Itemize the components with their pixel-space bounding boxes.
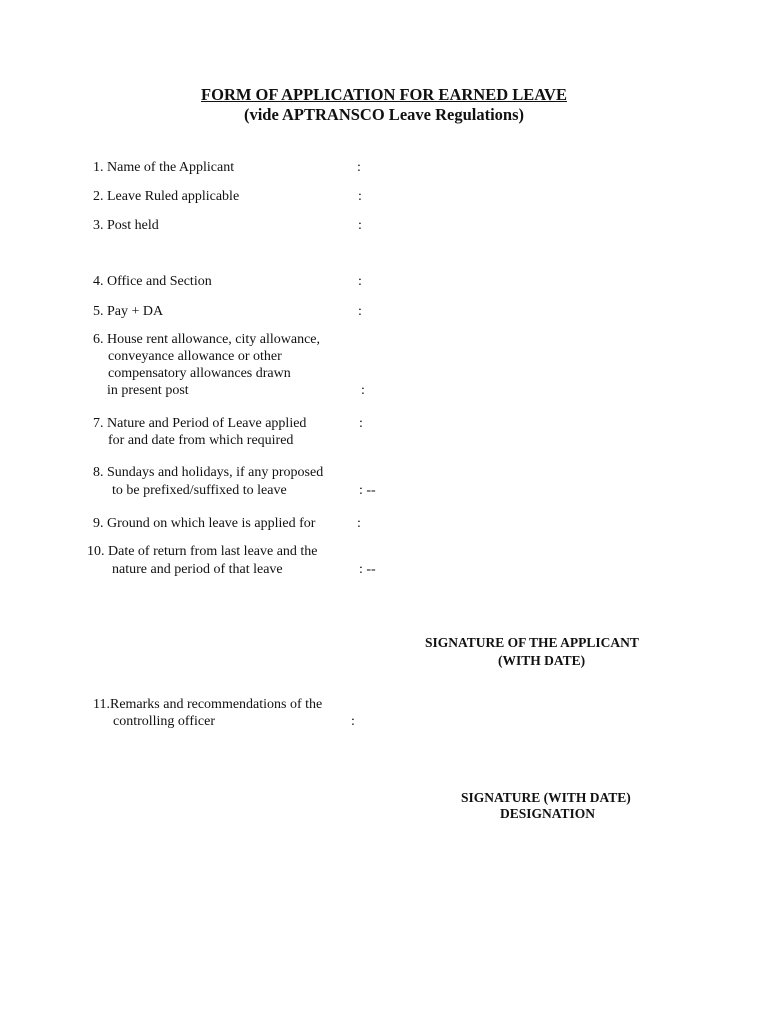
field-label-remarks-line2: controlling officer	[113, 714, 215, 729]
field-colon-leave-rules: :	[358, 189, 362, 204]
field-label-office-section: 4. Office and Section	[93, 274, 212, 289]
applicant-signature-label: SIGNATURE OF THE APPLICANT	[425, 635, 639, 650]
field-colon-remarks: :	[351, 714, 355, 729]
field-colon-ground: :	[357, 516, 361, 531]
officer-designation-label: DESIGNATION	[500, 806, 596, 821]
field-label-leave-rules: 2. Leave Ruled applicable	[93, 189, 240, 204]
form-subtitle: (vide APTRANSCO Leave Regulations)	[243, 105, 525, 124]
field-colon-allowances: :	[361, 383, 365, 398]
field-label-post-held: 3. Post held	[93, 218, 159, 233]
field-colon-office-section: :	[358, 274, 362, 289]
applicant-signature-date-label: (WITH DATE)	[498, 653, 586, 668]
field-label-allowances-line4: in present post	[107, 383, 189, 398]
field-colon-name: :	[357, 160, 361, 175]
field-colon-pay-da: :	[358, 304, 362, 319]
field-label-leave-nature-line2: for and date from which required	[108, 433, 294, 448]
field-colon-last-leave: : --	[359, 562, 376, 577]
field-colon-holidays: : --	[359, 483, 376, 498]
field-label-last-leave-line2: nature and period of that leave	[112, 562, 283, 577]
field-label-remarks-line1: 11.Remarks and recommendations of the	[93, 697, 323, 712]
field-label-holidays-line2: to be prefixed/suffixed to leave	[112, 483, 287, 498]
field-label-allowances-line1: 6. House rent allowance, city allowance,	[93, 332, 321, 347]
field-label-allowances-line3: compensatory allowances drawn	[108, 366, 291, 381]
field-label-leave-nature-line1: 7. Nature and Period of Leave applied	[93, 416, 307, 431]
field-colon-post-held: :	[358, 218, 362, 233]
field-label-holidays-line1: 8. Sundays and holidays, if any proposed	[93, 465, 324, 480]
field-label-last-leave-line1: 10. Date of return from last leave and the	[87, 544, 318, 559]
field-label-name: 1. Name of the Applicant	[93, 160, 235, 175]
field-label-ground: 9. Ground on which leave is applied for	[93, 516, 316, 531]
field-colon-leave-nature: :	[359, 416, 363, 431]
field-label-allowances-line2: conveyance allowance or other	[108, 349, 282, 364]
officer-signature-label: SIGNATURE (WITH DATE)	[461, 790, 631, 805]
field-label-pay-da: 5. Pay + DA	[93, 304, 164, 319]
form-title: FORM OF APPLICATION FOR EARNED LEAVE	[201, 85, 567, 104]
